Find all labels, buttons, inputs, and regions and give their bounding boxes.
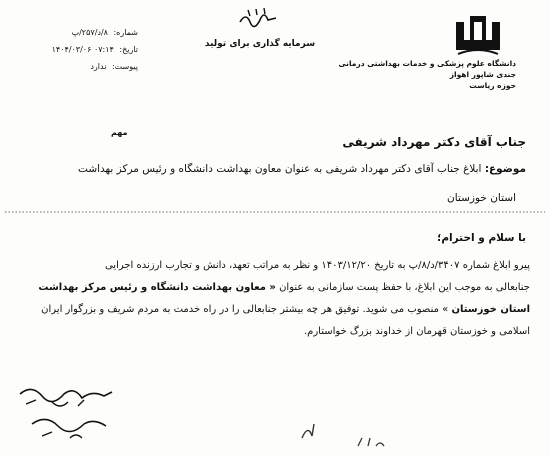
body-line-2-text: جنابعالی به موجب این ابلاغ، با حفظ پست سازمانی به عنوان (279, 282, 530, 293)
letter-date (18, 41, 138, 58)
letter-attachment (18, 58, 138, 75)
subject-text: ابلاغ جناب آقای دکتر مهرداد شریفی به عنوان معاون بهداشت دانشگاه و رئیس مرکز بهداشت (78, 163, 482, 175)
body-line-4: اسلامی و خوزستان قهرمان از خداوند بزرگ خواستارم. (303, 326, 530, 337)
university-header (338, 58, 516, 91)
attachment-label: پیوست: (111, 62, 138, 71)
body-paragraph (18, 255, 530, 343)
position-title-cont: استان خوزستان (451, 304, 530, 315)
university-name-line: دانشگاه علوم پزشکی و خدمات بهداشتی درمانی (338, 59, 516, 68)
body-line-2 (18, 277, 530, 299)
handwritten-initials (298, 416, 388, 452)
number-value: ۸/د/۲۵۷/پ (71, 28, 108, 37)
addressee: جناب آقای دکتر مهرداد شریفی (342, 135, 526, 149)
priority-mark: مهم (111, 128, 128, 137)
subject-line (6, 158, 526, 180)
greeting: با سلام و احترام؛ (437, 232, 526, 244)
dotted-divider (0, 208, 550, 216)
subject-label: موضوع: (484, 163, 526, 175)
position-title: « معاون بهداشت دانشگاه و رئیس مرکز بهداشت (38, 282, 276, 293)
letter-meta (18, 24, 138, 75)
date-value: ۰۷:۱۴ ۱۴۰۴/۰۳/۰۶ (51, 45, 114, 54)
office-line: حوزه ریاست (469, 81, 516, 90)
body-line-1: پیرو ابلاغ شماره ۳۴۰۷/د/۸/پ به تاریخ ۱۴۰۳/۱۲/۲۰ و نظر به مراتب تعهد، دانش و تجارب ارزنده اجرایی (104, 260, 530, 271)
handwritten-signature (12, 380, 122, 450)
body-line-3-text: » منصوب می شوید. توفیق هر چه بیشتر جنابعالی را در راه خدمت به مردم شریف و بزرگوار ایران (41, 304, 449, 315)
date-label: تاریخ: (119, 45, 138, 54)
subject-continuation: استان خوزستان (447, 192, 516, 204)
body-line-3 (18, 299, 530, 321)
university-city-line: جندی شاپور اهواز (449, 70, 516, 79)
number-label: شماره: (113, 28, 138, 37)
letter-number (18, 24, 138, 41)
attachment-value: ندارد (90, 62, 107, 71)
slogan: سرمایه گذاری برای تولید (204, 39, 316, 49)
university-logo-icon (452, 10, 504, 60)
basmala-calligraphy (238, 6, 278, 30)
